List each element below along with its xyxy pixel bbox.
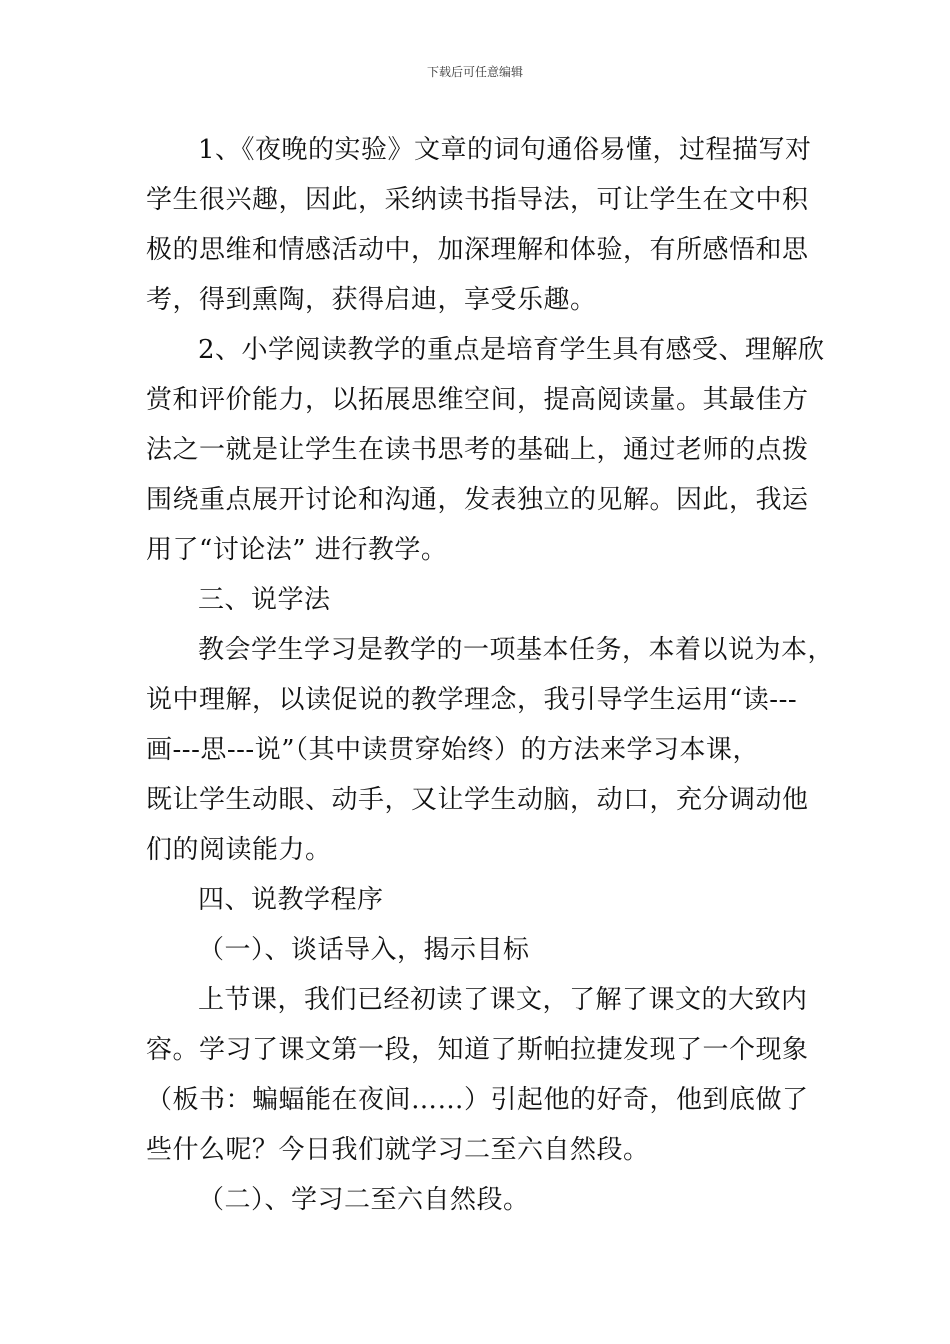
section-heading: 四、说教学程序: [198, 885, 384, 915]
text-line: 们的阅读能力。: [146, 835, 332, 865]
text-line: （板书：蝙蝠能在夜间……）引起他的好奇，他到底做了: [146, 1085, 809, 1115]
text-line: 容。学习了课文第一段，知道了斯帕拉捷发现了一个现象: [146, 1035, 809, 1065]
text-line: 既让学生动眼、动手，又让学生动脑，动口，充分调动他: [146, 785, 809, 815]
text-line: 极的思维和情感活动中，加深理解和体验，有所感悟和思: [146, 235, 809, 265]
text-line: 赏和评价能力，以拓展思维空间，提高阅读量。其最佳方: [146, 385, 809, 415]
section-heading: 三、说学法: [198, 585, 331, 615]
text-line: 考，得到熏陶，获得启迪，享受乐趣。: [146, 285, 597, 315]
subsection-heading: （二）、学习二至六自然段。: [198, 1185, 530, 1215]
text-line: 2、小学阅读教学的重点是培育学生具有感受、理解欣: [198, 335, 825, 365]
text-line: 学生很兴趣，因此，采纳读书指导法，可让学生在文中积: [146, 185, 809, 215]
text-line: 围绕重点展开讨论和沟通，发表独立的见解。因此，我运: [146, 485, 809, 515]
text-line: 些什么呢？今日我们就学习二至六自然段。: [146, 1135, 650, 1165]
text-line: 教会学生学习是教学的一项基本任务，本着以说为本，: [198, 635, 835, 665]
text-line: 上节课，我们已经初读了课文，了解了课文的大致内: [198, 985, 808, 1015]
text-line: 1、《夜晚的实验》文章的词句通俗易懂，过程描写对: [198, 135, 812, 165]
text-line: 画---思---说”（其中读贯穿始终）的方法来学习本课，: [146, 735, 760, 765]
text-line: 法之一就是让学生在读书思考的基础上，通过老师的点拨: [146, 435, 809, 465]
text-line: 说中理解，以读促说的教学理念，我引导学生运用“读---: [146, 685, 798, 715]
subsection-heading: （一）、谈话导入，揭示目标: [198, 935, 530, 965]
text-line: 用了“讨论法” 进行教学。: [146, 535, 448, 565]
page-header: 下载后可任意编辑: [426, 65, 523, 79]
